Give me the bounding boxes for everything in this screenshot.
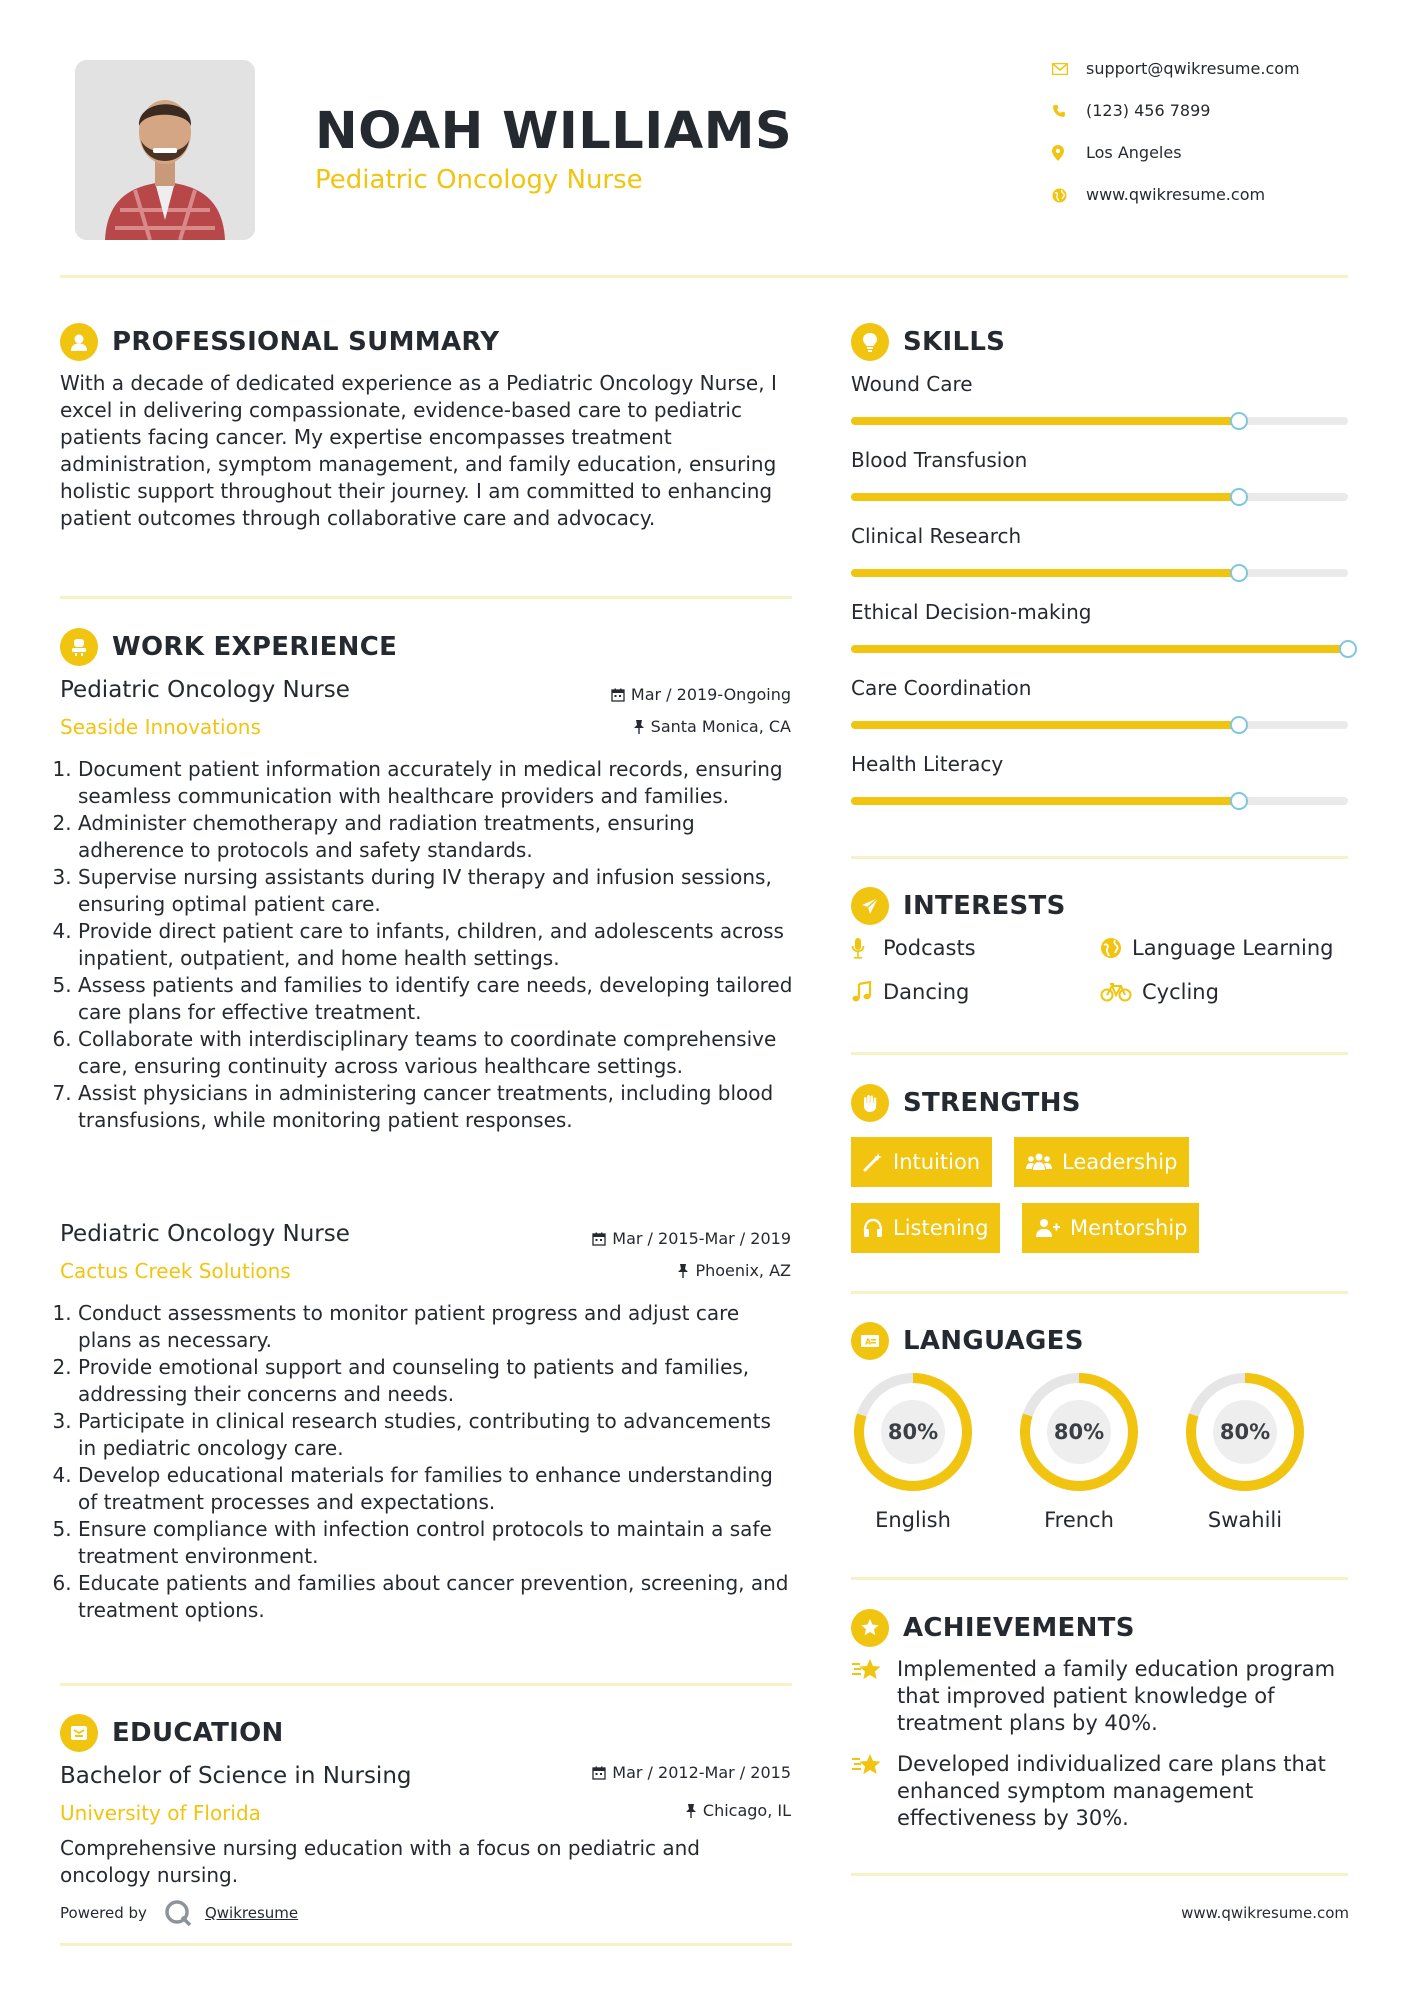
language-percent: 80% [1053,1420,1105,1444]
interest-podcasts [851,934,976,962]
skill-level-knob [1339,640,1357,658]
achievement-text: Implemented a family education program that improved patient knowledge of treatment plans by 40%. [897,1657,1336,1735]
list-item: 1. Document patient information accurately in medical records, ensuring seamless communication with healthcare providers and families. [78,756,795,810]
hand-icon [851,1084,889,1122]
calendar-icon [611,688,625,702]
summary-divider [60,596,792,599]
education-location [685,1800,791,1822]
interest-label: Cycling [1142,980,1219,1004]
strengths-divider [851,1291,1348,1294]
skills-heading-text: SKILLS [903,327,1006,357]
calendar-icon [592,1766,606,1780]
language-percent: 80% [887,1420,939,1444]
pushpin-icon [633,720,645,734]
achievement-text: Developed individualized care plans that enhanced symptom management effectiveness by 30%. [897,1752,1326,1830]
experience-heading-text: WORK EXPERIENCE [112,632,398,662]
phone-icon [1052,104,1086,118]
skill-bar-fill [851,721,1239,729]
contact-phone [1052,100,1352,122]
education-degree: Bachelor of Science in Nursing [60,1763,412,1789]
user-plus-icon [1034,1218,1060,1238]
pushpin-icon [685,1804,697,1818]
list-item: 7. Assist physicians in administering cancer treatments, including blood transfusions, while monitoring patient responses. [78,1080,795,1134]
headphones-icon [863,1218,883,1238]
language-name: Swahili [1207,1508,1283,1532]
job-2-duties [60,1300,795,1624]
list-item: 6. Educate patients and families about cancer prevention, screening, and treatment options. [78,1570,795,1624]
skill-label: Care Coordination [851,676,1032,700]
list-item: 4. Provide direct patient care to infants, children, and adolescents across inpatient, outpatient, and home health settings. [78,918,795,972]
achievements-heading [851,1608,1135,1648]
globe-icon [1052,188,1086,203]
contact-location-text: Los Angeles [1086,143,1182,162]
list-item: 3. Supervise nursing assistants during IV therapy and infusion sessions, ensuring optimal patient care. [78,864,795,918]
contact-location [1052,142,1352,164]
language-icon [851,1322,889,1360]
graduation-icon [60,1714,98,1752]
skills-heading [851,322,1005,362]
powered-by [60,1898,298,1928]
pushpin-icon [677,1264,689,1278]
experience-divider [60,1683,792,1686]
skill-bar-track [851,569,1348,577]
language-name: English [875,1508,951,1532]
contact-website-text: www.qwikresume.com [1086,185,1266,204]
skill-bar-track [851,417,1348,425]
job-2-title: Pediatric Oncology Nurse [60,1221,350,1247]
strength-label: Intuition [893,1150,981,1174]
job-1-title: Pediatric Oncology Nurse [60,677,350,703]
skill-bar-fill [851,493,1239,501]
strength-label: Listening [893,1216,989,1240]
summary-heading-text: PROFESSIONAL SUMMARY [112,327,500,357]
contact-website[interactable] [1052,184,1352,206]
strengths-heading [851,1083,1081,1123]
job-1-duties [60,756,795,1134]
language-item [1017,1370,1141,1532]
skill-level-knob [1230,564,1248,582]
strength-label: Leadership [1062,1150,1178,1174]
job-2-company: Cactus Creek Solutions [60,1259,291,1283]
strength-listening [851,1203,1000,1253]
language-item [1183,1370,1307,1532]
strength-intuition [851,1137,992,1187]
skill-level-knob [1230,792,1248,810]
bicycle-icon [1100,982,1142,1002]
achievement-1 [851,1656,1351,1737]
language-percent: 80% [1219,1420,1271,1444]
interests-heading-text: INTERESTS [903,891,1066,921]
skill-bar-fill [851,797,1239,805]
candidate-title: Pediatric Oncology Nurse [315,165,643,195]
job-2-date-text: Mar / 2015-Mar / 2019 [612,1229,791,1248]
contact-phone-text: (123) 456 7899 [1086,101,1211,120]
education-date [592,1762,791,1784]
user-icon [60,323,98,361]
skill-bar-fill [851,645,1348,653]
language-name: French [1044,1508,1114,1532]
education-heading [60,1713,284,1753]
qwikresume-logo-icon [163,1898,193,1928]
job-1-date [611,684,791,706]
envelope-icon [1052,63,1086,75]
education-location-text: Chicago, IL [702,1801,791,1820]
job-2-location-text: Phoenix, AZ [695,1261,791,1280]
skill-bar-track [851,797,1348,805]
strength-mentorship [1022,1203,1199,1253]
skill-level-knob [1230,488,1248,506]
interest-language-learning [1100,934,1333,962]
interests-divider [851,1052,1348,1055]
star-badge-icon [851,1609,889,1647]
experience-heading [60,627,397,667]
interest-label: Language Learning [1132,936,1334,960]
language-item [851,1370,975,1532]
list-item: 2. Administer chemotherapy and radiation treatments, ensuring adherence to protocols and safety standards. [78,810,795,864]
header-divider [60,275,1348,278]
skill-bar-fill [851,417,1239,425]
magic-wand-icon [863,1152,883,1172]
education-description: Comprehensive nursing education with a focus on pediatric and oncology nursing. [60,1836,700,1887]
group-icon [1026,1152,1052,1172]
job-1-date-text: Mar / 2019-Ongoing [630,685,791,704]
strength-label: Mentorship [1070,1216,1188,1240]
strength-leadership [1014,1137,1189,1187]
list-item: 3. Participate in clinical research studies, contributing to advancements in pediatric oncology care. [78,1408,795,1462]
languages-heading [851,1321,1084,1361]
education-date-text: Mar / 2012-Mar / 2015 [612,1763,791,1782]
list-item: 6. Collaborate with interdisciplinary teams to coordinate comprehensive care, ensuring continuity across various healthcare settings. [78,1026,795,1080]
job-2-location [677,1260,791,1282]
skills-divider [851,856,1348,859]
skill-label: Clinical Research [851,524,1022,548]
interests-heading [851,886,1066,926]
person-photo-icon [75,60,255,240]
microphone-icon [851,937,883,959]
svg-text:A: A [865,1337,872,1347]
job-1-location-text: Santa Monica, CA [650,717,791,736]
skill-label: Ethical Decision-making [851,600,1092,624]
achievements-heading-text: ACHIEVEMENTS [903,1613,1135,1643]
paper-plane-icon [851,887,889,925]
summary-heading [60,322,499,362]
skill-bar-track [851,645,1348,653]
summary-text: With a decade of dedicated experience as a Pediatric Oncology Nurse, I excel in delivering compassionate, evidence-based care to pediatric patients facing cancer. My expertise encompasses treatment administration, symptom management, and family education, ensuring holistic support throughout their journey. I am committed to enhancing patient outcomes through collaborative care and advocacy. [60,371,777,530]
job-1-company: Seaside Innovations [60,715,261,739]
star-icon [851,1656,897,1737]
skill-label: Health Literacy [851,752,1004,776]
achievement-2 [851,1751,1351,1832]
job-2-date [592,1228,791,1250]
languages-heading-text: LANGUAGES [903,1326,1084,1356]
qwikresume-link[interactable]: Qwikresume [204,1904,299,1922]
briefcase-icon [60,628,98,666]
list-item: 4. Develop educational materials for families to enhance understanding of treatment processes and expectations. [78,1462,795,1516]
list-item: 2. Provide emotional support and counseling to patients and families, addressing their concerns and needs. [78,1354,795,1408]
list-item: 5. Ensure compliance with infection control protocols to maintain a safe treatment environment. [78,1516,795,1570]
contact-email[interactable] [1052,58,1352,80]
interest-label: Podcasts [883,936,976,960]
skill-level-knob [1230,412,1248,430]
languages-divider [851,1577,1348,1580]
interest-label: Dancing [883,980,970,1004]
footer-url[interactable]: www.qwikresume.com [1181,1904,1349,1922]
education-divider [60,1943,792,1946]
skill-level-knob [1230,716,1248,734]
skill-bar-track [851,721,1348,729]
strengths-heading-text: STRENGTHS [903,1088,1081,1118]
star-icon [851,1751,897,1832]
contact-email-text: support@qwikresume.com [1086,59,1300,78]
skill-label: Wound Care [851,372,973,396]
education-heading-text: EDUCATION [112,1718,284,1748]
calendar-icon [592,1232,606,1246]
list-item: 5. Assess patients and families to identify care needs, developing tailored care plans for effective treatment. [78,972,795,1026]
map-pin-icon [1052,145,1086,161]
skill-label: Blood Transfusion [851,448,1028,472]
interest-dancing [851,978,969,1006]
skill-bar-fill [851,569,1239,577]
achievements-divider [851,1873,1348,1876]
education-school: University of Florida [60,1801,261,1825]
candidate-name: NOAH WILLIAMS [315,102,793,161]
lightbulb-icon [851,323,889,361]
list-item: 1. Conduct assessments to monitor patient progress and adjust care plans as necessary. [78,1300,795,1354]
powered-by-text: Powered by [60,1904,147,1922]
skill-bar-track [851,493,1348,501]
interest-cycling [1100,978,1219,1006]
globe-icon [1100,937,1132,959]
job-1-location [633,716,791,738]
music-icon [851,981,883,1003]
profile-photo [75,60,255,240]
